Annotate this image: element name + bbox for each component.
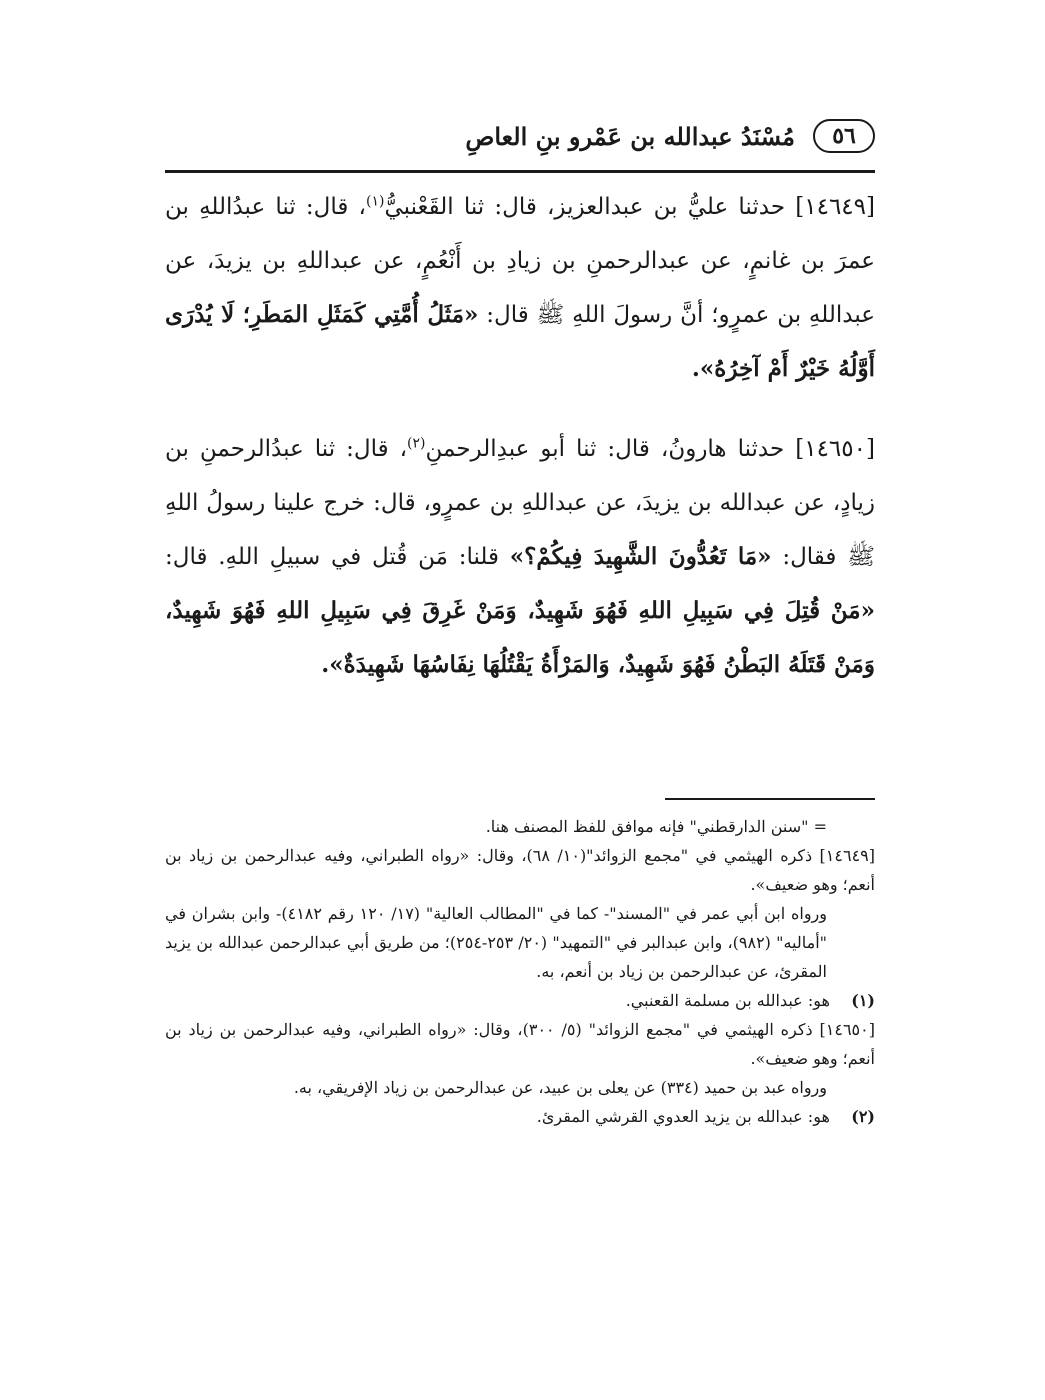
footnote-divider xyxy=(665,798,875,800)
footnote-text: هو: عبدالله بن يزيد العدوي القرشي المقرئ. xyxy=(536,1107,830,1126)
page-number-badge: ٥٦ xyxy=(813,119,875,153)
isnad-text: حدثنا عليُّ بن عبدالعزيز، قال: ثنا القَعْنبيُّ xyxy=(384,194,786,220)
matn-text: «مَثَلُ أُمَّتِي كَمَثَلِ المَطَرِ؛ لَا يُدْرَى أَوَّلُهُ خَيْرٌ أَمْ آخِرُهُ». xyxy=(165,301,875,382)
footnote-ref-2[interactable]: (٢) xyxy=(407,435,426,452)
header-divider xyxy=(165,170,875,173)
footnote-text: ذكره الهيثمي في "مجمع الزوائد" (٥/ ٣٠٠)، وقال: «رواه الطبراني، وفيه عبدالرحمن بن زياد بن أنعم؛ وهو ضعيف». xyxy=(165,1020,875,1068)
running-title: مُسْنَدُ عبدالله بن عَمْرو بنِ العاصِ xyxy=(465,121,795,151)
footnote-14650-cont: ورواه عبد بن حميد (٣٣٤) عن يعلى بن عبيد، عن عبدالرحمن بن زياد الإفريقي، به. xyxy=(293,1078,827,1097)
footnote-marker: (١) xyxy=(851,991,875,1010)
footnote-ref-1[interactable]: (١) xyxy=(365,193,385,210)
footnote-1 xyxy=(165,986,875,1015)
footnote-marker: [١٤٦٤٩] xyxy=(819,846,875,865)
hadith-14650 xyxy=(165,422,875,692)
isnad-text: ، قال: ثنا عبدُالرحمنِ بن زيادٍ، عن عبدالله بن يزيدَ، عن عبداللهِ بن عمرٍو، قال: خرج علينا رسولُ اللهِ ﷺ فقال: xyxy=(165,436,875,570)
hadith-number: [١٤٦٤٩] xyxy=(795,194,875,220)
page-header xyxy=(165,112,875,160)
footnote-carryover: = "سنن الدارقطني" فإنه موافق للفظ المصنف هنا. xyxy=(485,817,827,836)
hadith-14649 xyxy=(165,180,875,396)
narration-text: قلنا: مَن قُتل في سبيلِ اللهِ. قال: xyxy=(165,544,500,570)
isnad-text: ، قال: ثنا عبدُاللهِ بن عمرَ بن غانمٍ، عن عبدالرحمنِ بن زيادِ بن أَنْعُمٍ، عن عبداللهِ بن يزيدَ، عن عبداللهِ بن عمرٍو؛ أنَّ رسولَ اللهِ ﷺ قال: xyxy=(165,194,876,328)
matn-text: «مَا تَعُدُّونَ الشَّهِيدَ فِيكُمْ؟» xyxy=(509,543,772,570)
footnote-text: ذكره الهيثمي في "مجمع الزوائد"(١٠/ ٦٨)، وقال: «رواه الطبراني، وفيه عبدالرحمن بن زياد بن أنعم؛ وهو ضعيف». xyxy=(165,846,875,894)
matn-text: «مَنْ قُتِلَ فِي سَبِيلِ اللهِ فَهُوَ شَهِيدٌ، وَمَنْ غَرِقَ فِي سَبِيلِ اللهِ فَهُوَ شَهِيدٌ، وَمَنْ قَتَلَهُ البَطْنُ فَهُوَ شَهِيدٌ، وَالمَرْأَةُ يَقْتُلُهَا نِفَاسُهَا شَهِيدَةٌ». xyxy=(165,597,875,678)
footnote-text: هو: عبدالله بن مسلمة القعنبي. xyxy=(625,991,830,1010)
footnotes xyxy=(165,812,875,1131)
footnote-2 xyxy=(165,1102,875,1131)
footnote-marker: [١٤٦٥٠] xyxy=(819,1020,875,1039)
footnote-14649-cont: ورواه ابن أبي عمر في "المسند"- كما في "المطالب العالية" (١٧/ ١٢٠ رقم ٤١٨٢)- وابن بشران في "أماليه" (٩٨٢)، وابن عبدالبر في "التمهيد" (٢٠/ ٢٥٣-٢٥٤)؛ من طريق أبي عبدالرحمن عبدالله بن يزيد المقرئ، عن عبدالرحمن بن زياد بن أنعم، به. xyxy=(165,904,828,981)
footnote-14650 xyxy=(165,1015,875,1073)
isnad-text: حدثنا هارونُ، قال: ثنا أبو عبدِالرحمنِ xyxy=(425,436,785,462)
footnote-14649 xyxy=(165,841,875,899)
main-text xyxy=(165,180,875,692)
footnote-marker: (٢) xyxy=(851,1107,875,1126)
hadith-number: [١٤٦٥٠] xyxy=(795,436,875,462)
